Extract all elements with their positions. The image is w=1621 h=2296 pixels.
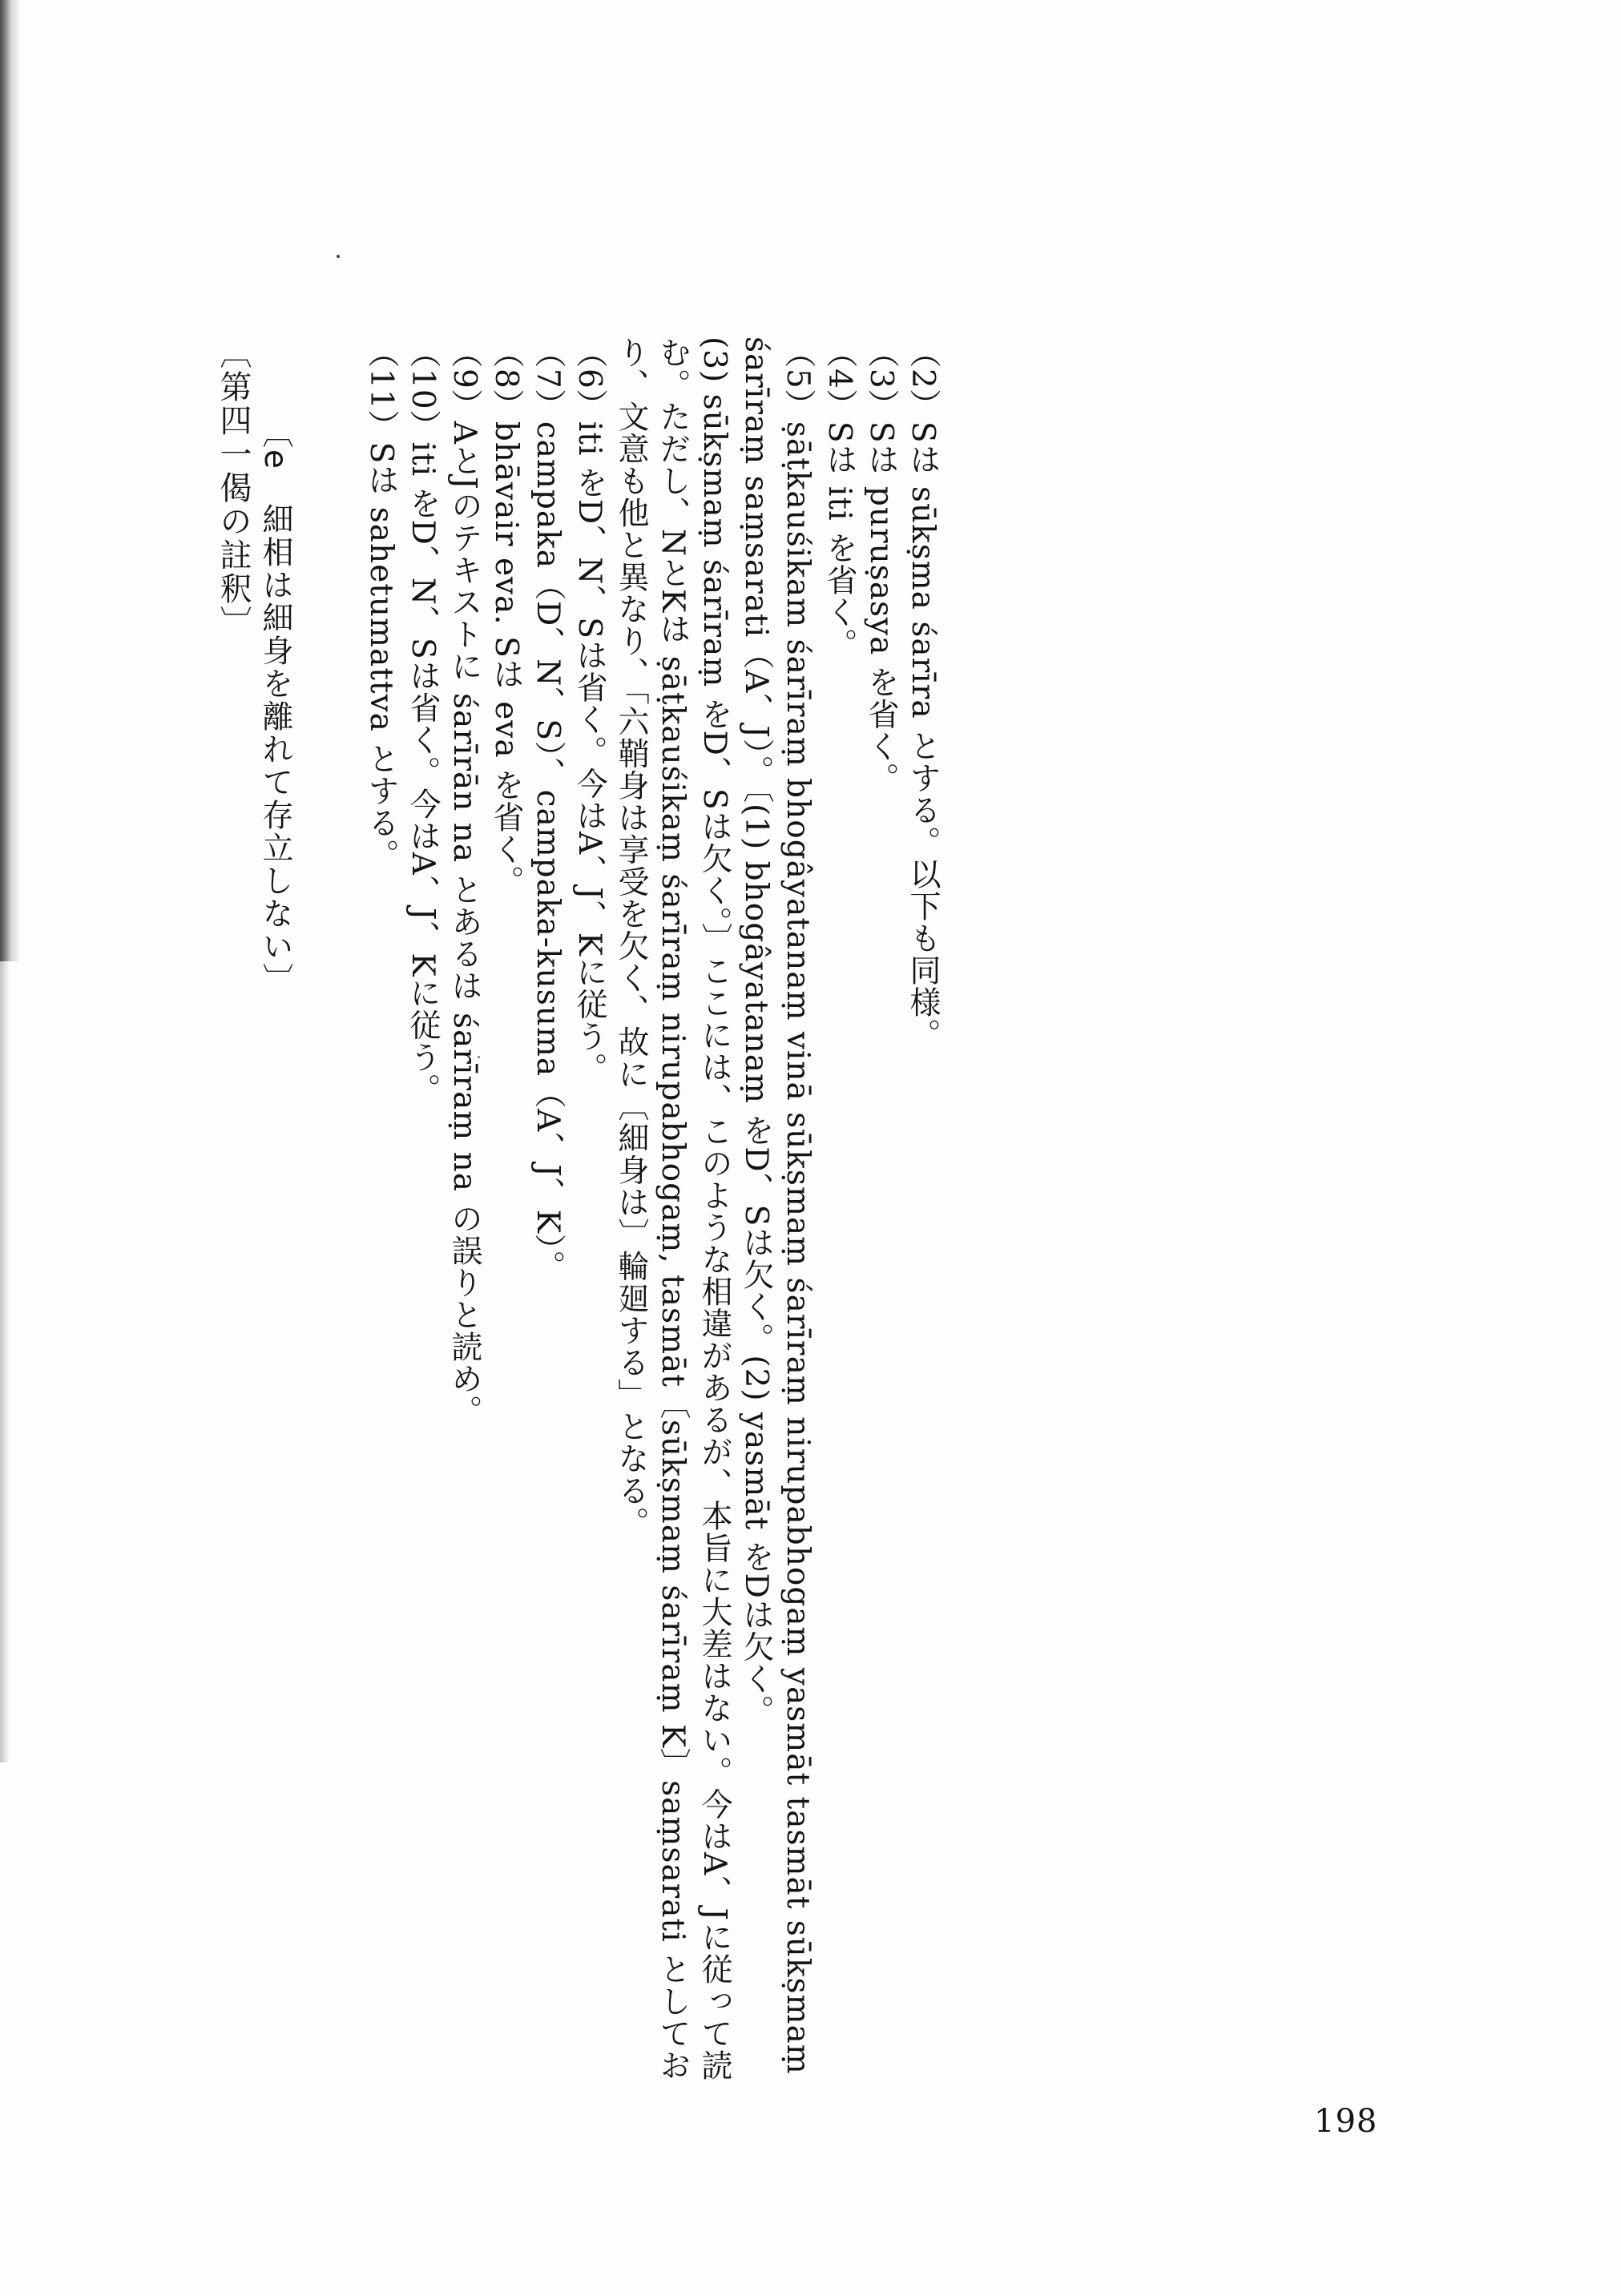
- footnote-5: （5）ṣāṭkauśikam śarīraṃ bhogâyatanaṃ vinā sūkṣmaṃ śarīraṃ nirupabhogaṃ yasmāt tasmāt sūkṣmaṃ śarīraṃ saṃsarati（A、J）。〔(1) bhogâyatanaṃ をD、Sは欠く。(2) yasmāt をDは欠く。: [738, 336, 816, 2075]
- page-number: 198: [1314, 2103, 1378, 2140]
- footnote-9: （9）AとJのテキストに śarīrān na とあるは śarīraṃ na の誤りと読め。: [446, 336, 482, 1428]
- footnote-10: （10）iti をD、N、Sは省く。今はA、J、Kに従う。: [405, 336, 441, 1106]
- section-heading: 〔第四一偈の註釈〕: [215, 336, 252, 639]
- footnote-6: （6）iti をD、N、Sは省く。今はA、J、Kに従う。: [571, 336, 607, 1085]
- scan-edge-shadow-lower: [0, 961, 10, 1762]
- footnote-8: （8）bhāvair eva. Sは eva を省く。: [488, 336, 524, 897]
- footnote-4: （4）Sは iti を省く。: [821, 336, 857, 660]
- footnote-11: （11）Sは sahetumattva とする。: [363, 336, 399, 872]
- footnote-5-continued: (3) sūkṣmaṃ śarīraṃ をD、Sは欠く。〕ここには、このような相違があるが、本旨に大差はない。今はA、Jに従って読む。ただし、NとKは ṣāṭkauśikaṃ śarīraṃ nirupabhogaṃ, tasmāt〔sūkṣmaṃ śarīraṃ K〕saṃsarati としており、文意も他と異なり、「六鞘身は享受を欠く、故に〔細身は〕輪廻する」となる。: [613, 336, 732, 2082]
- subsection-heading: 〔e 細相は細身を離れて存立しない〕: [257, 417, 293, 996]
- footnote-7: （7）campaka（D、N、S）、campaka-kusuma（A、J、K）。: [530, 336, 566, 1283]
- speck: [337, 255, 340, 258]
- scan-edge-shadow: [0, 0, 21, 961]
- vertical-text-body: [212, 336, 943, 2099]
- footnote-3: （3）Sは puruṣasya を省く。: [863, 336, 899, 795]
- footnote-2: （2）Sは sūkṣma śarīra とする。以下も同様。: [905, 336, 941, 1051]
